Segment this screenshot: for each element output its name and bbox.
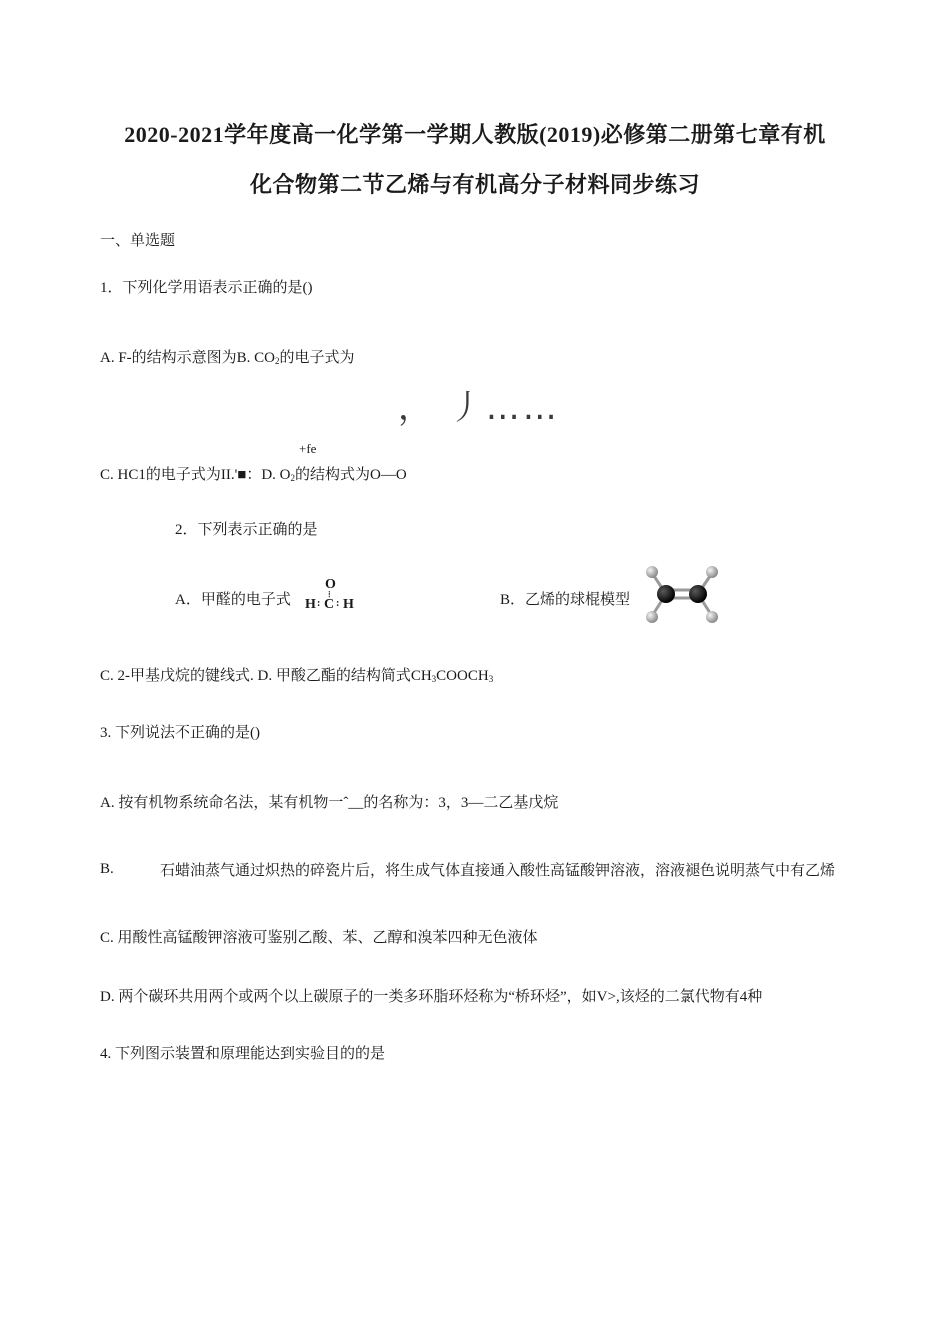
q1-option-ab [100, 346, 355, 367]
q3-option-b-label: B. [100, 861, 114, 877]
ethylene-c-atom [689, 585, 707, 603]
page-title-line2: 化合物第二节乙烯与有机高分子材料同步练习 [249, 172, 700, 197]
ethylene-h-atom [646, 611, 658, 623]
formaldehyde-o-atom: O [325, 577, 336, 592]
formaldehyde-dots-left: : [317, 598, 321, 609]
q1-co2-subscript: 2 [275, 356, 280, 366]
q1-stem: 1．下列化学用语表示正确的是() [100, 280, 313, 296]
ethylene-h-atom [706, 566, 718, 578]
q2-option-cd-text: C. 2-甲基戊烷的键线式. D. 甲酸乙酯的结构简式CH [100, 668, 432, 684]
q4-stem: 4. 下列图示装置和原理能达到实验目的的是 [100, 1046, 386, 1062]
q1-option-a-text: A. F-的结构示意图为B. CO [100, 350, 276, 366]
formaldehyde-dots-right: : [336, 598, 340, 609]
q2-ch3-subscript-1: 3 [431, 674, 437, 684]
ocr-artifact-scribble: ， 丿…… [398, 388, 560, 428]
section-heading: 一、单选题 [100, 233, 176, 249]
ethylene-ball-stick-model [640, 560, 725, 630]
q2-ch3-subscript-2: 3 [488, 674, 494, 684]
formaldehyde-bond-dots: ⁞ [328, 590, 331, 599]
page-title-line1: 2020-2021学年度高一化学第一学期人教版(2019)必修第二册第七章有机 [124, 122, 826, 147]
q2-option-a: A．甲醛的电子式 [175, 592, 291, 608]
q3-option-d: D. 两个碳环共用两个或两个以上碳原子的一类多环脂环烃称为“桥环烃”，如V>,该烃的二氯代物有4种 [100, 989, 763, 1005]
q2-cooch-text: COOCH [436, 668, 489, 684]
q3-stem: 3. 下列说法不正确的是() [100, 725, 260, 741]
q2-stem: 2．下列表示正确的是 [175, 522, 318, 538]
q1-option-cd [100, 463, 407, 484]
formaldehyde-h-atom-left: H [305, 597, 316, 612]
q1-o2-subscript: 2 [290, 473, 296, 483]
q1-plusfe-note: +fe [299, 441, 317, 456]
q3-option-a: A. 按有机物系统命名法，某有机物一ˆ__的名称为：3，3—二乙基戊烷 [100, 795, 559, 811]
ethylene-h-atom [646, 566, 658, 578]
q1-option-d-text: 的结构式为O—O [295, 467, 407, 483]
q3-option-b [100, 861, 860, 881]
formaldehyde-electron-formula [305, 577, 357, 617]
formaldehyde-h-atom-right: H [343, 597, 354, 612]
ethylene-h-atom [706, 611, 718, 623]
q3-option-c: C. 用酸性高锰酸钾溶液可鉴别乙酸、苯、乙醇和溴苯四种无色液体 [100, 930, 538, 946]
q3-option-b-text: 石蜡油蒸气通过炽热的碎瓷片后，将生成气体直接通入酸性高锰酸钾溶液，溶液褪色说明蒸气中有乙烯 [159, 863, 835, 879]
q2-option-cd [100, 664, 493, 685]
ethylene-c-atom [657, 585, 675, 603]
q2-option-b: B．乙烯的球棍模型 [500, 592, 631, 608]
formaldehyde-c-atom: C [324, 597, 335, 612]
q1-option-b-text: 的电子式为 [279, 350, 355, 366]
q1-option-c-text: C. HC1的电子式为II.'■：D. O [100, 467, 291, 483]
